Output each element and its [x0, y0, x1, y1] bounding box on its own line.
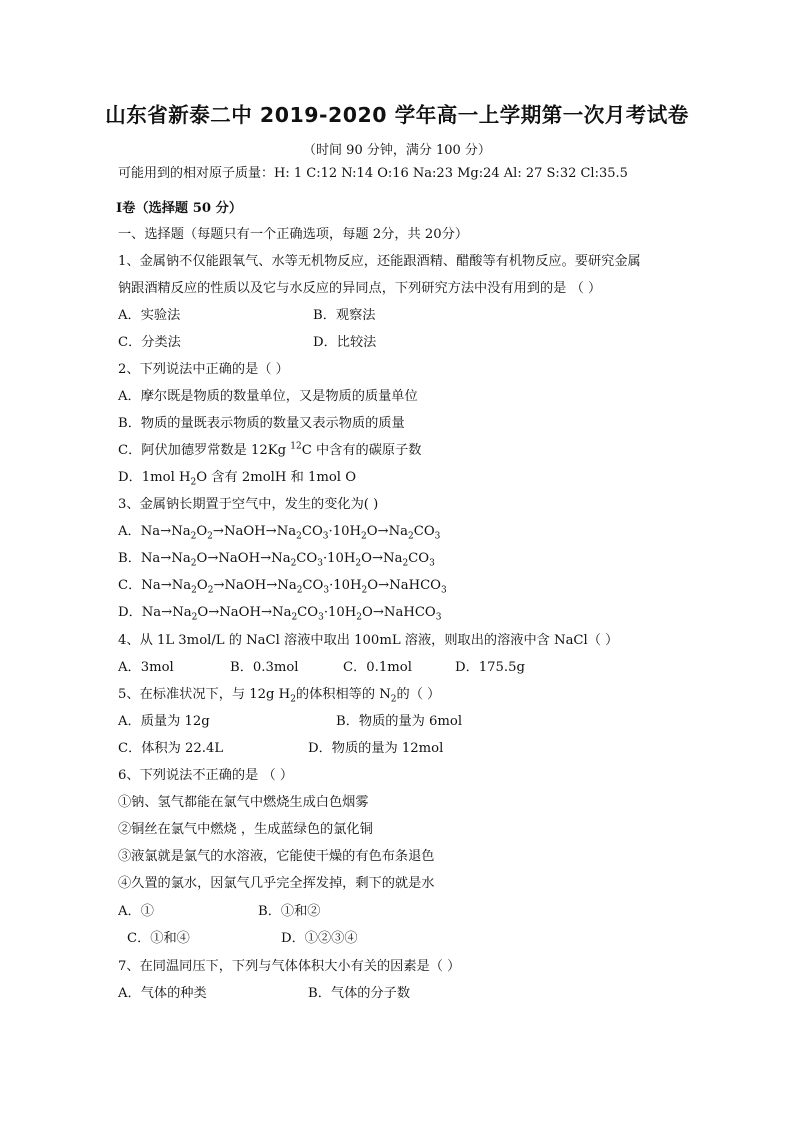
question-7-option-b: B．气体的分子数 [308, 986, 411, 1001]
question-6-option-b: B．①和② [258, 904, 321, 919]
question-4-option-c: C．0.1mol [343, 660, 412, 675]
question-7-stem: 7、在同温同压下，下列与气体体积大小有关的因素是（ ） [118, 959, 461, 974]
question-6-option-c: C．①和④ [127, 931, 190, 946]
exam-subtitle: （时间 90 分钟，满分 100 分） [303, 143, 491, 158]
question-1-option-c: C．分类法 [118, 335, 181, 350]
question-5-option-a: A．质量为 12g [118, 714, 210, 729]
section-title: Ⅰ卷（选择题 50 分） [116, 201, 243, 216]
question-1-line-2: 钠跟酒精反应的性质以及它与水反应的异同点，下列研究方法中没有用到的是 （ ） [118, 281, 602, 296]
question-5-option-d: D．物质的量为 12mol [308, 741, 444, 756]
question-2-stem: 2、下列说法中正确的是（ ） [118, 362, 289, 377]
question-2-option-d: D．1mol $H_2O$ 含有 2molH 和 1mol O [118, 470, 357, 488]
question-4-stem: 4、从 1L 3mol/L 的 NaCl 溶液中取出 100mL 溶液，则取出的溶液中含 NaCl（ ） [118, 633, 619, 648]
question-7-option-a: A．气体的种类 [118, 986, 207, 1001]
question-6-statement-3: ③液氯就是氯气的水溶液，它能使干燥的有色布条退色 [118, 849, 435, 864]
question-6-statement-2: ②铜丝在氯气中燃烧 ，生成蓝绿色的氯化铜 [118, 822, 373, 837]
question-4-option-d: D．175.5g [455, 660, 525, 675]
question-2-option-c: C．阿伏加德罗常数是 12Kg $^{12}$C 中含有的碳原子数 [118, 441, 422, 458]
question-6-option-a: A．① [118, 904, 154, 919]
question-6-stem: 6、下列说法不正确的是 （ ） [118, 768, 294, 783]
question-5-option-b: B．物质的量为 6mol [336, 714, 463, 729]
question-6-statement-4: ④久置的氯水，因氯气几乎完全挥发掉，剩下的就是水 [118, 876, 435, 891]
question-3-option-d: D．$Na\to Na_2O\to NaOH\to Na_2CO_3\cdot 10H_2O\to NaHCO_3$ [118, 605, 442, 623]
question-3-option-c: C．$Na\to Na_2O_2\to NaOH\to Na_2CO_3\cdot 10H_2O\to NaHCO_3$ [118, 578, 447, 596]
question-2-option-a: A．摩尔既是物质的数量单位，又是物质的质量单位 [118, 389, 418, 404]
question-6-option-d: D．①②③④ [281, 931, 358, 946]
question-3-option-b: B．$Na\to Na_2O\to NaOH\to Na_2CO_3\cdot 10H_2O\to Na_2CO_3$ [118, 551, 435, 569]
question-3-stem: 3、金属钠长期置于空气中，发生的变化为( ) [118, 497, 379, 512]
question-1-line-1: 1、金属钠不仅能跟氧气、水等无机物反应，还能跟酒精、醋酸等有机物反应。要研究金属 [118, 254, 641, 269]
question-4-option-a: A．3mol [118, 660, 174, 675]
atomic-masses-line: 可能用到的相对原子质量：H: 1 C:12 N:14 O:16 Na:23 Mg:24 Al: 27 S:32 Cl:35.5 [118, 166, 628, 181]
exam-title: 山东省新泰二中 2019-2020 学年高一上学期第一次月考试卷 [105, 103, 689, 127]
part-instructions: 一、选择题（每题只有一个正确选项，每题 2分，共 20分） [118, 227, 469, 242]
question-3-option-a: A．$Na\to Na_2O_2\to NaOH\to Na_2CO_3\cdot 10H_2O\to Na_2CO_3$ [118, 524, 441, 542]
question-1-option-b: B．观察法 [313, 308, 376, 323]
question-1-option-d: D．比较法 [313, 335, 377, 350]
question-5-stem: 5、在标准状况下，与 12g $H_2$的体积相等的 $N_2$的（ ） [118, 687, 441, 705]
question-6-statement-1: ①钠、氢气都能在氯气中燃烧生成白色烟雾 [118, 795, 369, 810]
question-2-option-b: B．物质的量既表示物质的数量又表示物质的质量 [118, 416, 405, 431]
question-1-option-a: A．实验法 [118, 308, 181, 323]
question-4-option-b: B．0.3mol [230, 660, 299, 675]
question-5-option-c: C．体积为 22.4L [118, 741, 224, 756]
